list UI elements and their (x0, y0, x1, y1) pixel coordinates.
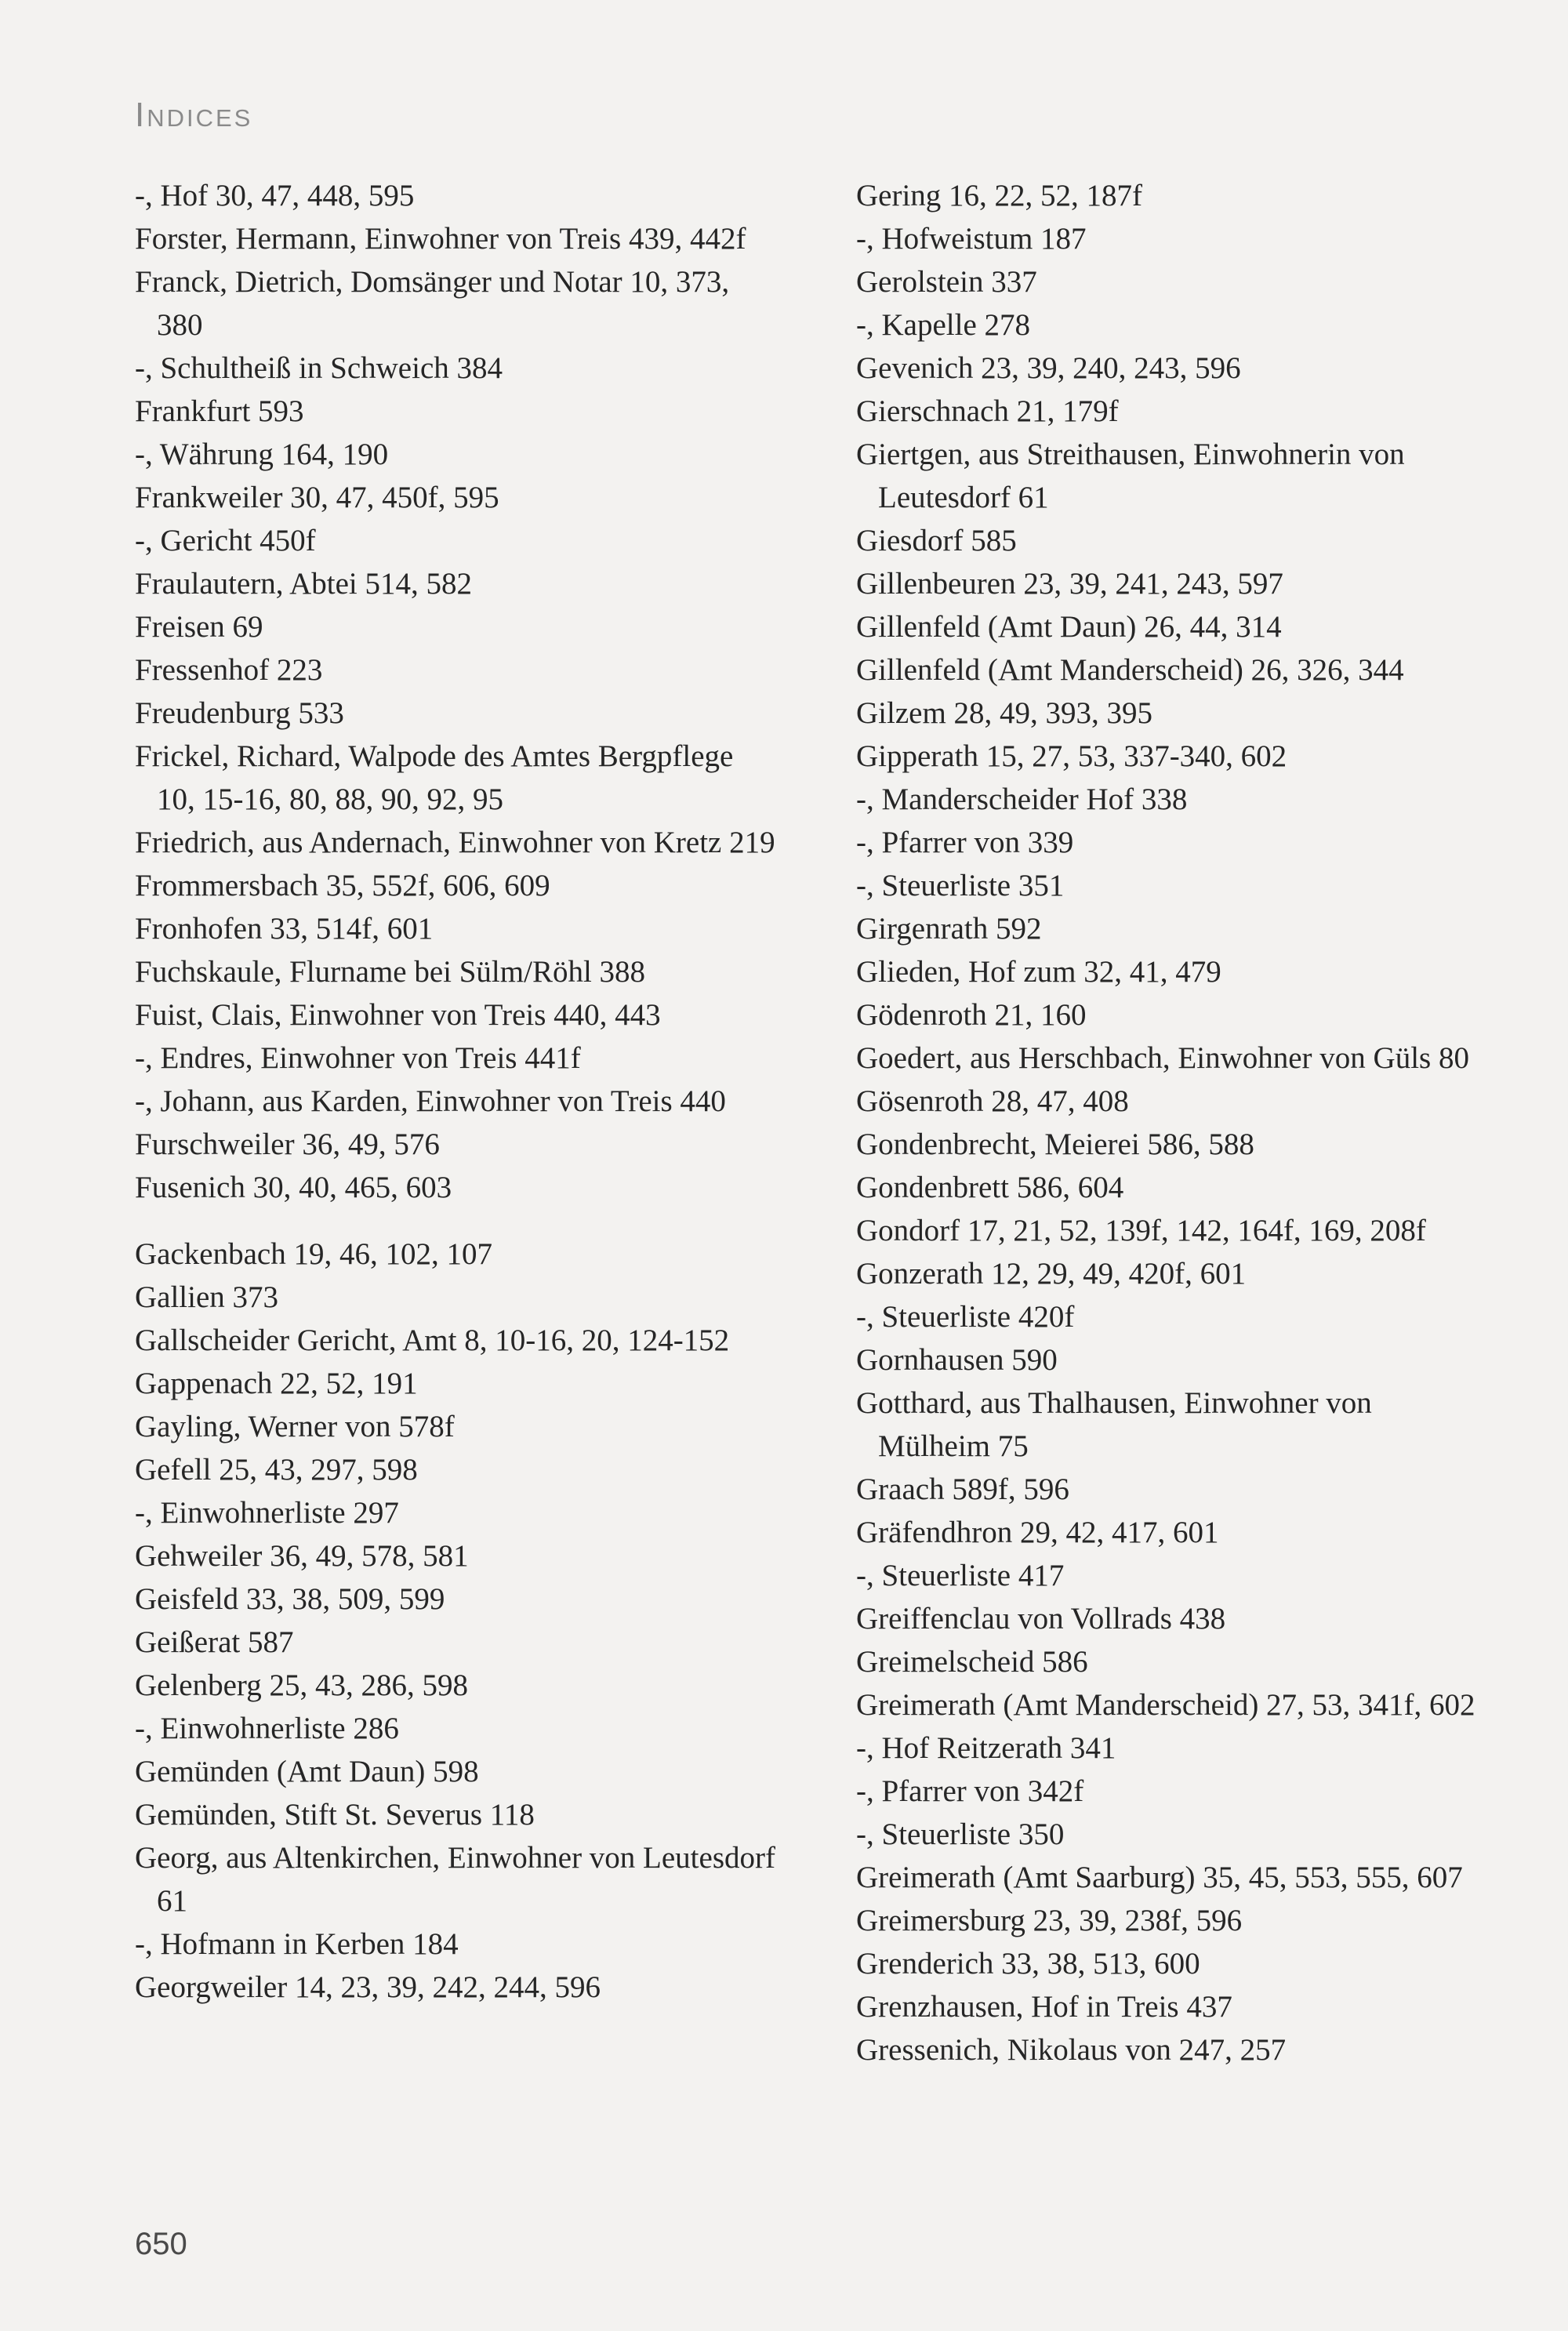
index-entry: Gehweiler 36, 49, 578, 581 (135, 1539, 469, 1573)
index-entry: Gipperath 15, 27, 53, 337-340, 602 (856, 739, 1287, 773)
index-entry: Grenzhausen, Hof in Treis 437 (856, 1990, 1232, 2024)
index-entry: Gering 16, 22, 52, 187f (856, 179, 1143, 212)
index-entry: Gräfendhron 29, 42, 417, 601 (856, 1516, 1219, 1549)
index-entry: Gerolstein 337 (856, 265, 1037, 299)
index-entry: Girgenrath 592 (856, 912, 1042, 946)
index-entry: -, Währung 164, 190 (135, 438, 389, 471)
index-entry: -, Hofmann in Kerben 184 (135, 1927, 459, 1961)
index-entry: Frankfurt 593 (135, 394, 304, 428)
index-entry: Freisen 69 (135, 610, 263, 644)
index-entry: Graach 589f, 596 (856, 1472, 1069, 1506)
index-entry: -, Schultheiß in Schweich 384 (135, 351, 503, 385)
index-entry: Gayling, Werner von 578f (135, 1410, 455, 1443)
index-entry: Gilzem 28, 49, 393, 395 (856, 696, 1153, 730)
index-entry: Goedert, aus Herschbach, Einwohner von Güls 80 (856, 1041, 1469, 1075)
index-entry: Gevenich 23, 39, 240, 243, 596 (856, 351, 1241, 385)
index-entry: -, Steuerliste 420f (856, 1300, 1075, 1334)
index-entry: Franck, Dietrich, Domsänger und Notar 10, 373, 380 (135, 265, 730, 342)
index-entry: Forster, Hermann, Einwohner von Treis 439, 442f (135, 222, 746, 256)
index-entry: Gallien 373 (135, 1280, 279, 1314)
index-column-left (135, 174, 778, 2009)
index-entry: -, Manderscheider Hof 338 (856, 782, 1188, 816)
index-entry: -, Johann, aus Karden, Einwohner von Treis 440 (135, 1084, 726, 1118)
index-entry: Gappenach 22, 52, 191 (135, 1367, 418, 1400)
index-entry: Gornhausen 590 (856, 1343, 1058, 1377)
index-entry: Gressenich, Nikolaus von 247, 257 (856, 2033, 1287, 2067)
index-entry: Giertgen, aus Streithausen, Einwohnerin von Leutesdorf 61 (856, 438, 1405, 514)
index-entry: Gierschnach 21, 179f (856, 394, 1119, 428)
index-entry: Geißerat 587 (135, 1625, 294, 1659)
index-entry: -, Steuerliste 350 (856, 1817, 1065, 1851)
index-entry: Gillenbeuren 23, 39, 241, 243, 597 (856, 567, 1283, 601)
index-entry: -, Hof 30, 47, 448, 595 (135, 179, 415, 212)
index-entry: Georgweiler 14, 23, 39, 242, 244, 596 (135, 1970, 601, 2004)
index-entry: Grenderich 33, 38, 513, 600 (856, 1947, 1200, 1981)
index-entry: Fusenich 30, 40, 465, 603 (135, 1171, 452, 1204)
section-gap (135, 1209, 778, 1233)
index-entry: -, Pfarrer von 339 (856, 826, 1074, 859)
index-entry: Gösenroth 28, 47, 408 (856, 1084, 1129, 1118)
index-entry: Furschweiler 36, 49, 576 (135, 1127, 440, 1161)
index-entry: Gotthard, aus Thalhausen, Einwohner von Mülheim 75 (856, 1386, 1372, 1463)
index-entry: Gemünden (Amt Daun) 598 (135, 1755, 479, 1788)
index-entry: Greimerath (Amt Saarburg) 35, 45, 553, 555, 607 (856, 1861, 1463, 1894)
index-entry: Geisfeld 33, 38, 509, 599 (135, 1582, 445, 1616)
index-entry: Friedrich, aus Andernach, Einwohner von Kretz 219 (135, 826, 775, 859)
index-entry: Greimerath (Amt Manderscheid) 27, 53, 341f, 602 (856, 1688, 1475, 1722)
index-column-right (856, 174, 1483, 2071)
index-entry: Fraulautern, Abtei 514, 582 (135, 567, 473, 601)
index-entry: Freudenburg 533 (135, 696, 344, 730)
index-entry: -, Hof Reitzerath 341 (856, 1731, 1116, 1765)
index-entry: Georg, aus Altenkirchen, Einwohner von Leutesdorf 61 (135, 1841, 775, 1918)
index-entry: Fressenhof 223 (135, 653, 323, 687)
index-entry: Glieden, Hof zum 32, 41, 479 (856, 955, 1221, 989)
index-entry: Gackenbach 19, 46, 102, 107 (135, 1237, 492, 1271)
index-entry: -, Pfarrer von 342f (856, 1774, 1084, 1808)
index-entry: -, Hofweistum 187 (856, 222, 1087, 256)
index-entry: Gefell 25, 43, 297, 598 (135, 1453, 418, 1487)
index-entry: Giesdorf 585 (856, 524, 1017, 557)
index-entry: Gondenbrett 586, 604 (856, 1171, 1124, 1204)
index-entry: -, Steuerliste 351 (856, 869, 1065, 902)
index-entry: Gemünden, Stift St. Severus 118 (135, 1798, 535, 1832)
index-entry: Greiffenclau von Vollrads 438 (856, 1602, 1226, 1636)
index-entry: Fronhofen 33, 514f, 601 (135, 912, 434, 946)
index-entry: Gondenbrecht, Meierei 586, 588 (856, 1127, 1254, 1161)
index-entry: Gillenfeld (Amt Manderscheid) 26, 326, 344 (856, 653, 1404, 687)
index-entry: Gondorf 17, 21, 52, 139f, 142, 164f, 169, 208f (856, 1214, 1426, 1247)
index-entry: Gonzerath 12, 29, 49, 420f, 601 (856, 1257, 1247, 1291)
running-head: Indices (135, 96, 253, 134)
index-entry: Fuchskaule, Flurname bei Sülm/Röhl 388 (135, 955, 646, 989)
index-entry: Frickel, Richard, Walpode des Amtes Bergpflege 10, 15-16, 80, 88, 90, 92, 95 (135, 739, 734, 816)
index-entry: Fuist, Clais, Einwohner von Treis 440, 443 (135, 998, 661, 1032)
index-entry: Frommersbach 35, 552f, 606, 609 (135, 869, 550, 902)
index-entry: Gillenfeld (Amt Daun) 26, 44, 314 (856, 610, 1282, 644)
index-entry: -, Steuerliste 417 (856, 1559, 1065, 1592)
index-entry: Gödenroth 21, 160 (856, 998, 1087, 1032)
page-number: 650 (135, 2227, 187, 2261)
index-entry: Frankweiler 30, 47, 450f, 595 (135, 481, 499, 514)
index-entry: Greimelscheid 586 (856, 1645, 1088, 1679)
index-entry: -, Einwohnerliste 297 (135, 1496, 399, 1530)
index-entry: Greimersburg 23, 39, 238f, 596 (856, 1904, 1243, 1937)
index-entry: -, Einwohnerliste 286 (135, 1712, 399, 1745)
index-entry: Gallscheider Gericht, Amt 8, 10-16, 20, 124-152 (135, 1323, 730, 1357)
index-entry: Gelenberg 25, 43, 286, 598 (135, 1668, 468, 1702)
index-entry: -, Endres, Einwohner von Treis 441f (135, 1041, 581, 1075)
index-entry: -, Kapelle 278 (856, 308, 1031, 342)
index-entry: -, Gericht 450f (135, 524, 316, 557)
